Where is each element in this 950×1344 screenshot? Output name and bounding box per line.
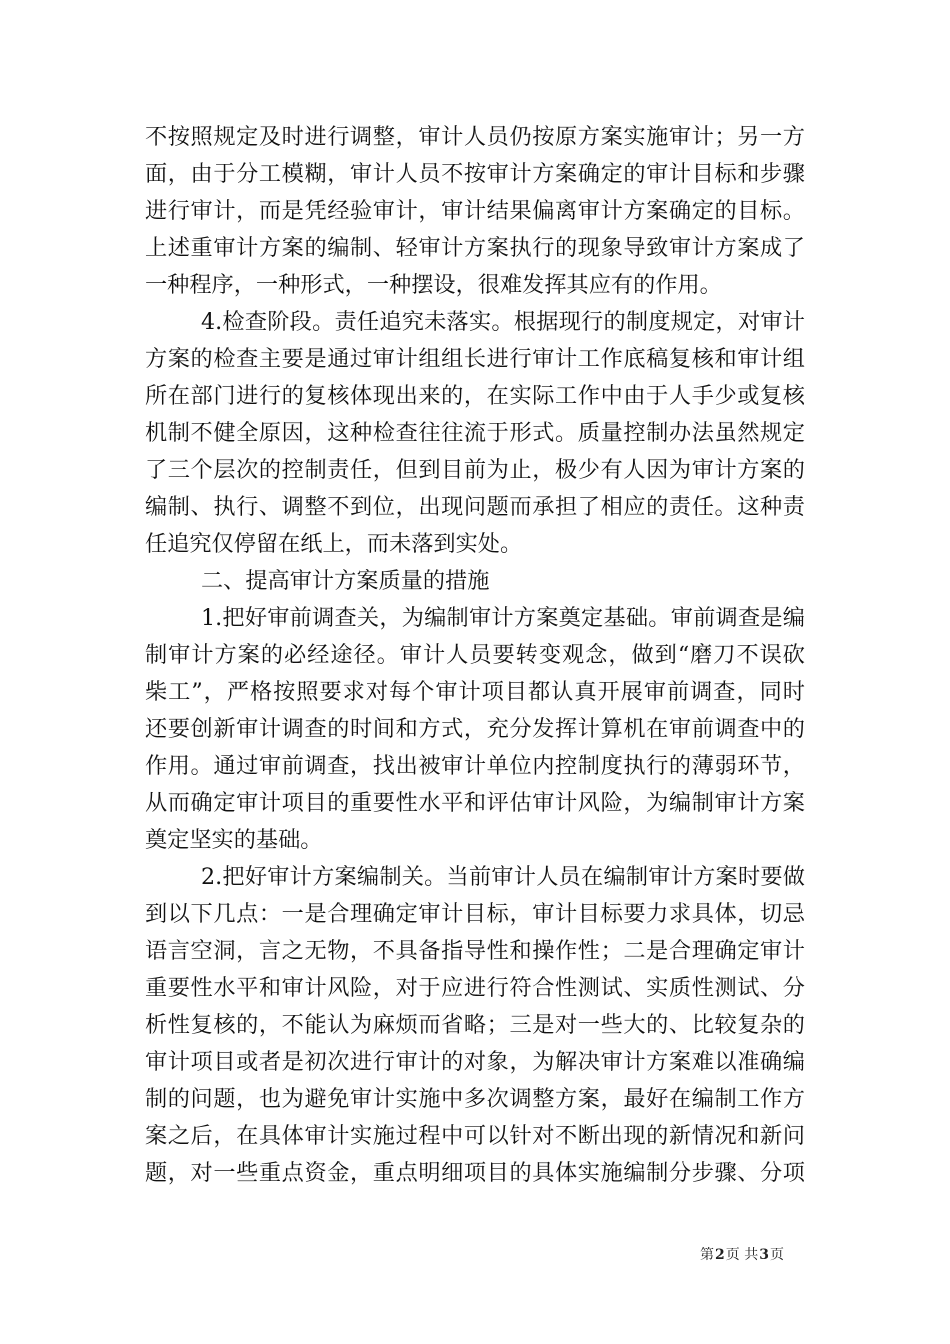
text-line: 制的问题，也为避免审计实施中多次调整方案，最好在编制工作方 (145, 1086, 805, 1112)
text-line: 进行审计，而是凭经验审计，审计结果偏离审计方案确定的目标。 (145, 198, 805, 224)
text-line: 柴工”，严格按照要求对每个审计项目都认真开展审前调查，同时 (145, 679, 805, 705)
text-line: 方案的检查主要是通过审计组组长进行审计工作底稿复核和审计组 (145, 346, 805, 372)
total-pages-number: 3 (759, 1247, 769, 1263)
text-line: 审计项目或者是初次进行审计的对象，为解决审计方案难以准确编 (145, 1049, 805, 1075)
footer-prefix: 第 (700, 1247, 714, 1263)
text-line: 析性复核的，不能认为麻烦而省略；三是对一些大的、比较复杂的 (145, 1012, 805, 1038)
text-line: 语言空洞，言之无物，不具备指导性和操作性；二是合理确定审计 (145, 938, 805, 964)
text-line: 面，由于分工模糊，审计人员不按审计方案确定的审计目标和步骤 (145, 161, 805, 187)
footer-middle: 页 共 (725, 1247, 759, 1263)
text-line: 奠定坚实的基础。 (145, 827, 323, 853)
text-line: 任追究仅停留在纸上，而未落到实处。 (145, 531, 523, 557)
paragraph-start-line: 4.检查阶段。责任追究未落实。根据现行的制度规定，对审计 (201, 309, 805, 335)
text-line: 重要性水平和审计风险，对于应进行符合性测试、实质性测试、分 (145, 975, 805, 1001)
text-line: 到以下几点：一是合理确定审计目标，审计目标要力求具体，切忌 (145, 901, 805, 927)
text-line: 不按照规定及时进行调整，审计人员仍按原方案实施审计；另一方 (145, 124, 805, 150)
text-line: 案之后，在具体审计实施过程中可以针对不断出现的新情况和新问 (145, 1123, 805, 1149)
text-line: 制审计方案的必经途径。审计人员要转变观念，做到“磨刀不误砍 (145, 642, 805, 668)
current-page-number: 2 (715, 1247, 725, 1263)
text-line: 上述重审计方案的编制、轻审计方案执行的现象导致审计方案成了 (145, 235, 805, 261)
paragraph-start-line: 2.把好审计方案编制关。当前审计人员在编制审计方案时要做 (201, 864, 805, 890)
section-heading: 二、提高审计方案质量的措施 (201, 568, 490, 594)
text-line: 所在部门进行的复核体现出来的，在实际工作中由于人手少或复核 (145, 383, 805, 409)
footer-suffix: 页 (769, 1247, 784, 1263)
text-line: 机制不健全原因，这种检查往往流于形式。质量控制办法虽然规定 (145, 420, 805, 446)
text-line: 一种程序，一种形式，一种摆设，很难发挥其应有的作用。 (145, 272, 722, 298)
paragraph-start-line: 1.把好审前调查关，为编制审计方案奠定基础。审前调查是编 (201, 605, 805, 631)
text-line: 了三个层次的控制责任，但到目前为止，极少有人因为审计方案的 (145, 457, 805, 483)
text-line: 编制、执行、调整不到位，出现问题而承担了相应的责任。这种责 (145, 494, 805, 520)
text-line: 作用。通过审前调查，找出被审计单位内控制度执行的薄弱环节， (145, 753, 805, 779)
text-line: 从而确定审计项目的重要性水平和评估审计风险，为编制审计方案 (145, 790, 805, 816)
text-line: 还要创新审计调查的时间和方式，充分发挥计算机在审前调查中的 (145, 716, 805, 742)
page-number-footer (700, 1246, 784, 1264)
text-line: 题，对一些重点资金，重点明细项目的具体实施编制分步骤、分项 (145, 1160, 805, 1186)
